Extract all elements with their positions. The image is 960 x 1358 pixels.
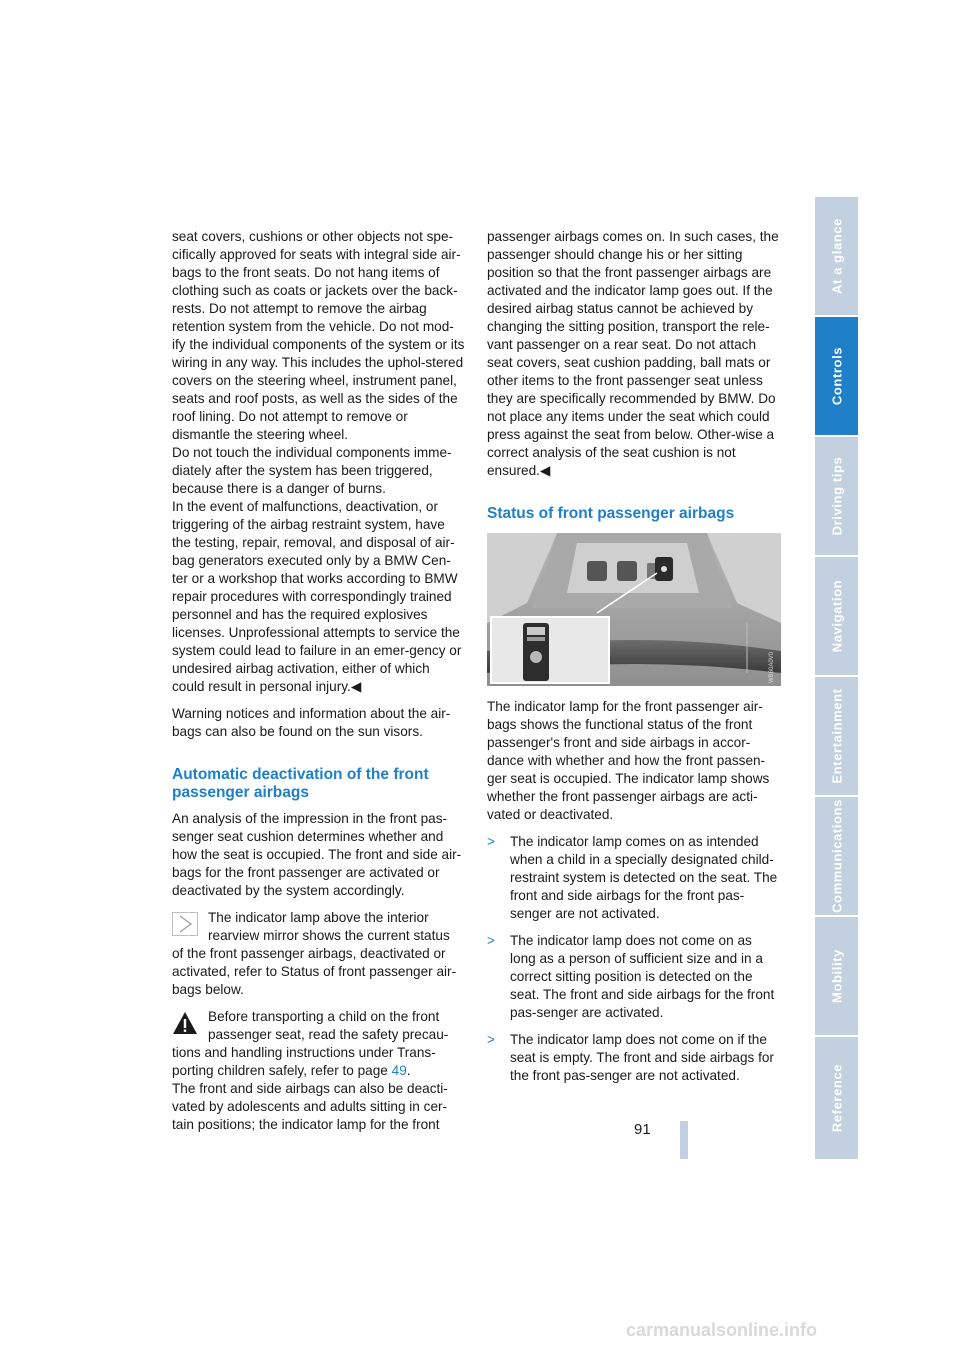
paragraph: Do not touch the individual components imme-diately after the system has been triggered, because there is a danger of burns.	[172, 445, 452, 496]
paragraph: The front and side airbags can also be deacti-vated by adolescents and adults sitting in cer-tain positions; the indicator lamp for the front	[172, 1081, 448, 1132]
page-number-bar	[680, 1121, 688, 1159]
bullet-mark: >	[487, 834, 495, 849]
tab-navigation[interactable]	[815, 557, 858, 675]
tab-label: Entertainment	[829, 688, 844, 784]
list-item	[487, 1031, 780, 1085]
note-text-continued: of the front passenger airbags, deactivated or activated, refer to Status of front passenger air-bags below.	[172, 946, 457, 997]
section-heading: Automatic deactivation of the front passenger airbags	[172, 766, 429, 801]
paragraph: An analysis of the impression in the front pas-senger seat cushion determines whether and how the seat is occupied. The front and side air-bags for the front passenger are activated or deactivated by the system accordingly.	[172, 811, 462, 898]
page-number: 91	[634, 1121, 651, 1138]
section-heading: Status of front passenger airbags	[487, 505, 735, 522]
warning-triangle-icon	[172, 1011, 198, 1035]
note-text: The indicator lamp above the interior rearview mirror shows the current status	[208, 910, 450, 943]
paragraph: passenger airbags comes on. In such cases, the passenger should change his or her sitting position so that the front passenger airbags are activated and the indicator lamp goes out. If the desired airbag status cannot be achieved by changing the sitting position, transport the rele-vant passenger on a rear seat. Do not attach seat covers, seat cushion padding, ball mats or other items to the front passenger seat unless they are specifically recommended by BMW. Do not place any items under the seat which could press against the seat from below. Other-wise a correct analysis of the seat cushion is not ensured.◀	[487, 229, 779, 478]
indicator-lamp-photo	[487, 533, 781, 686]
note-text-continued	[172, 1044, 465, 1080]
paragraph: seat covers, cushions or other objects not spe-cifically approved for seats with integral side air-bags to the front seats. Do not hang items of clothing such as coats or jackets over the back-rests. Do not attempt to remove the airbag retention system from the vehicle. Do not mod-ify the individual components of the system or its wiring in any way. This includes the uphol-stered covers on the steering wheel, instrument panel, seats and roof posts, as well as the sides of the roof lining. Do not attempt to remove or dismantle the steering wheel.	[172, 229, 465, 442]
bullet-mark: >	[487, 933, 495, 948]
paragraph: In the event of malfunctions, deactivation, or triggering of the airbag restraint system, have the testing, repair, removal, and disposal of air-bag generators executed only by a BMW Cen-ter or a workshop that works according to BMW repair procedures with correspondingly trained personnel and has the required explosives licenses. Unprofessional attempts to service the system could lead to failure in an emer-gency or undesired airbag activation, either of which could result in personal injury.◀	[172, 499, 462, 694]
tab-label: Mobility	[829, 949, 844, 1003]
note-text-fragment: tions and handling instructions under Trans-porting children safely, refer to page	[172, 1045, 436, 1078]
tab-label: Controls	[829, 346, 844, 406]
list-item-text: The indicator lamp does not come on as long as a person of sufficient size and in a correct sitting position is detected on the seat. The front and side airbags for the front pas-senger are activated.	[510, 933, 775, 1020]
tab-label: Communications	[829, 799, 844, 913]
tab-driving-tips[interactable]	[815, 437, 858, 555]
note-text: Before transporting a child on the front passenger seat, read the safety precau-	[208, 1009, 449, 1042]
list-item	[487, 833, 780, 923]
list-item	[487, 932, 780, 1022]
info-triangle-icon	[172, 912, 198, 936]
right-column	[487, 228, 780, 1085]
info-note	[172, 909, 465, 999]
note-text-fragment: .	[406, 1063, 411, 1078]
list-item-text: The indicator lamp comes on as intended when a child in a specially designated child-restraint system is detected on the seat. The front and side airbags for the front pas-senger are not activated.	[510, 834, 778, 921]
tab-label: Navigation	[829, 579, 844, 653]
paragraph: Warning notices and information about the air-bags can also be found on the sun visors.	[172, 706, 451, 739]
tab-controls[interactable]	[815, 317, 858, 435]
warning-note	[172, 1008, 465, 1134]
left-column	[172, 228, 465, 1134]
tab-at-a-glance[interactable]	[815, 197, 858, 315]
tab-entertainment[interactable]	[815, 677, 858, 795]
tab-communications[interactable]	[815, 797, 858, 915]
overhead-console-image	[487, 533, 781, 686]
tab-label: Driving tips	[829, 456, 844, 536]
photo-code: WB60A0V0	[769, 651, 775, 683]
watermark: carmanualsonline.info	[626, 1320, 818, 1340]
tab-label: Reference	[829, 1063, 844, 1133]
tab-reference[interactable]	[815, 1037, 858, 1159]
page-link[interactable]: 49	[391, 1063, 407, 1078]
list-item-text: The indicator lamp does not come on if the seat is empty. The front and side airbags for the front pas-senger are not activated.	[510, 1032, 774, 1083]
tab-label: At a glance	[829, 218, 844, 294]
bullet-mark: >	[487, 1032, 495, 1047]
paragraph: The indicator lamp for the front passenger air-bags shows the functional status of the front passenger's front and side airbags in accor-dance with whether and how the front passen-ger seat is occupied. The indicator lamp shows whether the front passenger airbags are acti-vated or deactivated.	[487, 699, 770, 822]
tab-mobility[interactable]	[815, 917, 858, 1035]
